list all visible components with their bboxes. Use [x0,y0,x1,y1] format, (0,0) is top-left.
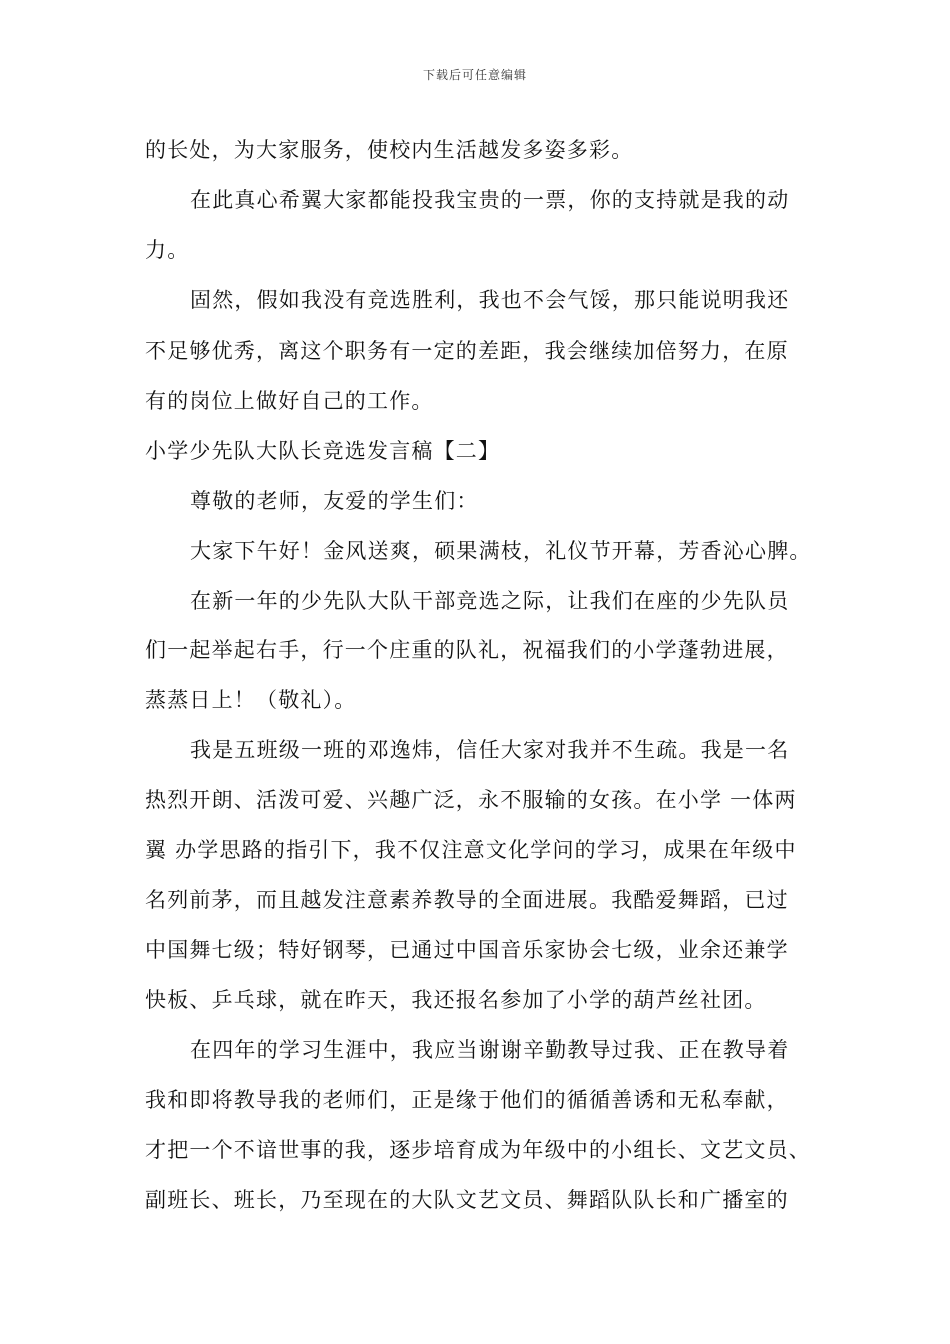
section-heading: 小学少先队大队长竞选发言稿【二】 [145,439,501,463]
text-line: 翼 办学思路的指引下，我不仅注意文化学问的学习，成果在年级中 [145,838,797,862]
text-line: 我是五班级一班的邓逸炜，信任大家对我并不生疏。我是一名 [190,738,790,762]
text-line: 蒸蒸日上！（敬礼）。 [145,688,357,712]
text-line: 尊敬的老师，友爱的学生们： [190,489,479,513]
text-line: 大家下午好！金风送爽，硕果满枝，礼仪节开幕，芳香沁心脾。 [190,539,812,563]
text-line: 我和即将教导我的老师们，正是缘于他们的循循善诱和无私奉献， [145,1088,789,1112]
text-line: 快板、乒乓球，就在昨天，我还报名参加了小学的葫芦丝社团。 [145,988,767,1012]
text-line: 不足够优秀，离这个职务有一定的差距，我会继续加倍努力，在原 [145,339,789,363]
text-line: 有的岗位上做好自己的工作。 [145,389,434,413]
text-line: 热烈开朗、活泼可爱、兴趣广泛，永不服输的女孩。在小学 一体两 [145,788,797,812]
text-line: 名列前茅，而且越发注意素养教导的全面进展。我酷爱舞蹈，已过 [145,888,789,912]
text-line: 中国舞七级；特好钢琴，已通过中国音乐家协会七级，业余还兼学 [145,938,789,962]
text-line: 的长处，为大家服务，使校内生活越发多姿多彩。 [145,138,634,162]
text-line: 在此真心希翼大家都能投我宝贵的一票，你的支持就是我的动 [190,188,790,212]
text-line: 在四年的学习生涯中，我应当谢谢辛勤教导过我、正在教导着 [190,1038,790,1062]
text-line: 们一起举起右手，行一个庄重的队礼，祝福我们的小学蓬勃进展， [145,638,789,662]
text-line: 力。 [145,238,190,262]
text-line: 在新一年的少先队大队干部竞选之际，让我们在座的少先队员 [190,589,790,613]
text-line: 固然，假如我没有竞选胜利，我也不会气馁，那只能说明我还 [190,288,790,312]
text-line: 副班长、班长，乃至现在的大队文艺文员、舞蹈队队长和广播室的 [145,1188,789,1212]
text-line: 才把一个不谙世事的我，逐步培育成为年级中的小组长、文艺文员、 [145,1138,811,1162]
page-header: 下载后可任意编辑 [422,68,527,82]
